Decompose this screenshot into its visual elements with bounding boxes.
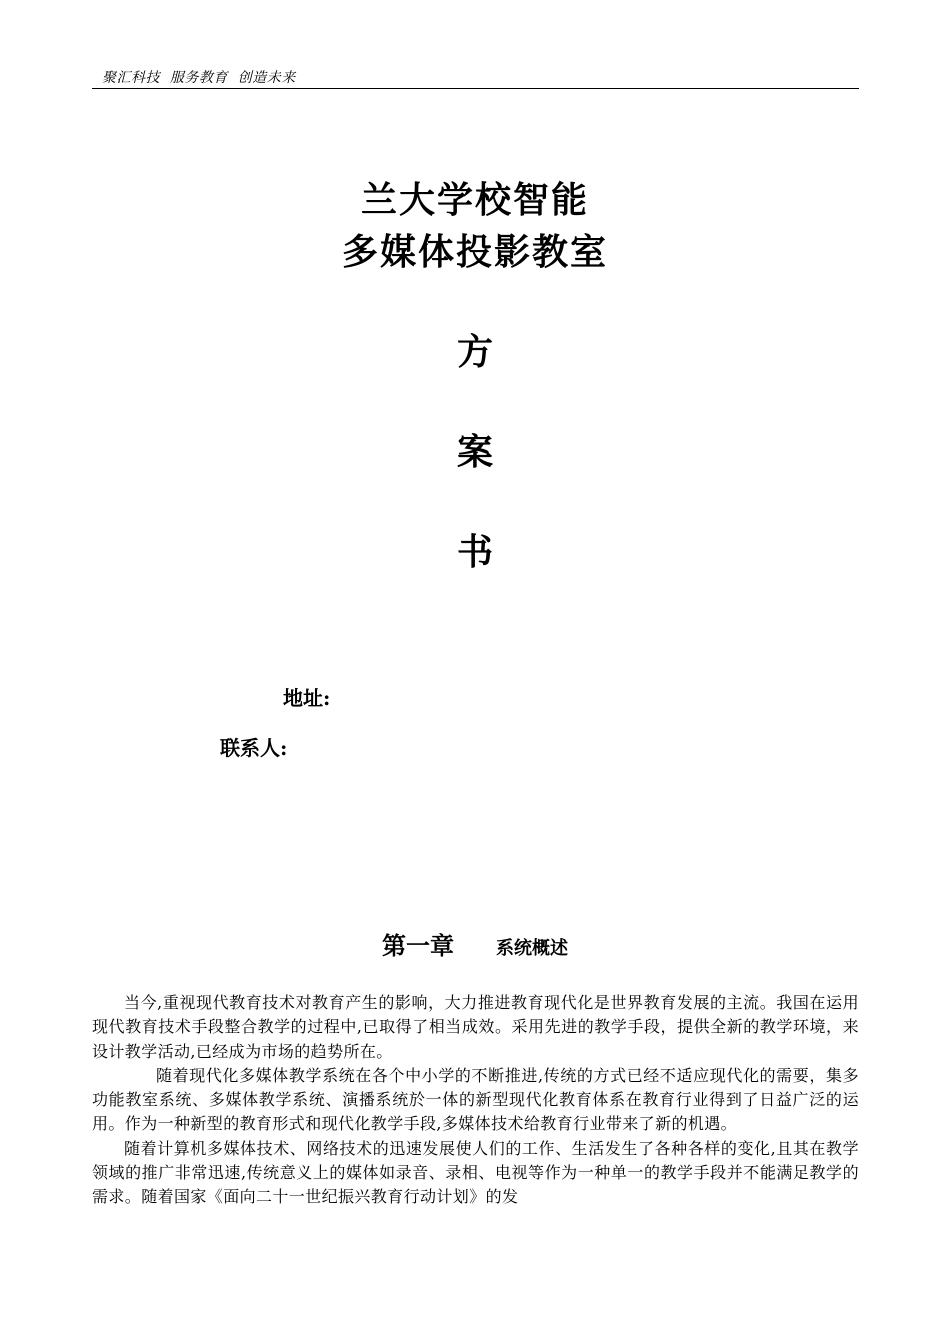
- header-slogan: 聚汇科技 服务教育 创造未来: [102, 70, 296, 86]
- chapter-name: 系统概述: [496, 938, 568, 959]
- contact-label: 联系人:: [220, 736, 288, 760]
- chapter-body: [92, 991, 859, 1210]
- cover-title-line-2: 多媒体投影教室: [341, 231, 608, 273]
- cover-char-fang: 方: [456, 331, 493, 373]
- cover-char-shu: 书: [456, 531, 493, 573]
- paragraph-1: 当今,重视现代教育技术对教育产生的影响，大力推进教育现代化是世界教育发展的主流。我国在运用现代教育技术手段整合教学的过程中,已取得了相当成效。采用先进的教学手段，提供全新的教学环境，来设计教学活动,已经成为市场的趋势所在。: [92, 993, 859, 1061]
- cover-char-an: 案: [456, 431, 493, 473]
- chapter-number: 第一章: [382, 931, 454, 960]
- address-label: 地址:: [283, 686, 331, 710]
- paragraph-2: 随着现代化多媒体教学系统在各个中小学的不断推进,传统的方式已经不适应现代化的需要，集多功能教室系统、多媒体教学系统、演播系统於一体的新型现代化教育体系在教育行业得到了日益广泛的运用。作为一种新型的教育形式和现代化教学手段,多媒体技术给教育行业带来了新的机遇。: [92, 1065, 859, 1134]
- paragraph-3: 随着计算机多媒体技术、网络技术的迅速发展使人们的工作、生活发生了各种各样的变化,且其在教学领域的推广非常迅速,传统意义上的媒体如录音、录相、电视等作为一种单一的教学手段并不能满足教学的需求。随着国家《面向二十一世纪振兴教育行动计划》的发: [92, 1138, 859, 1207]
- cover-title-line-1: 兰大学校智能: [360, 179, 589, 221]
- chapter-heading: [0, 926, 950, 961]
- page-header: [92, 64, 859, 89]
